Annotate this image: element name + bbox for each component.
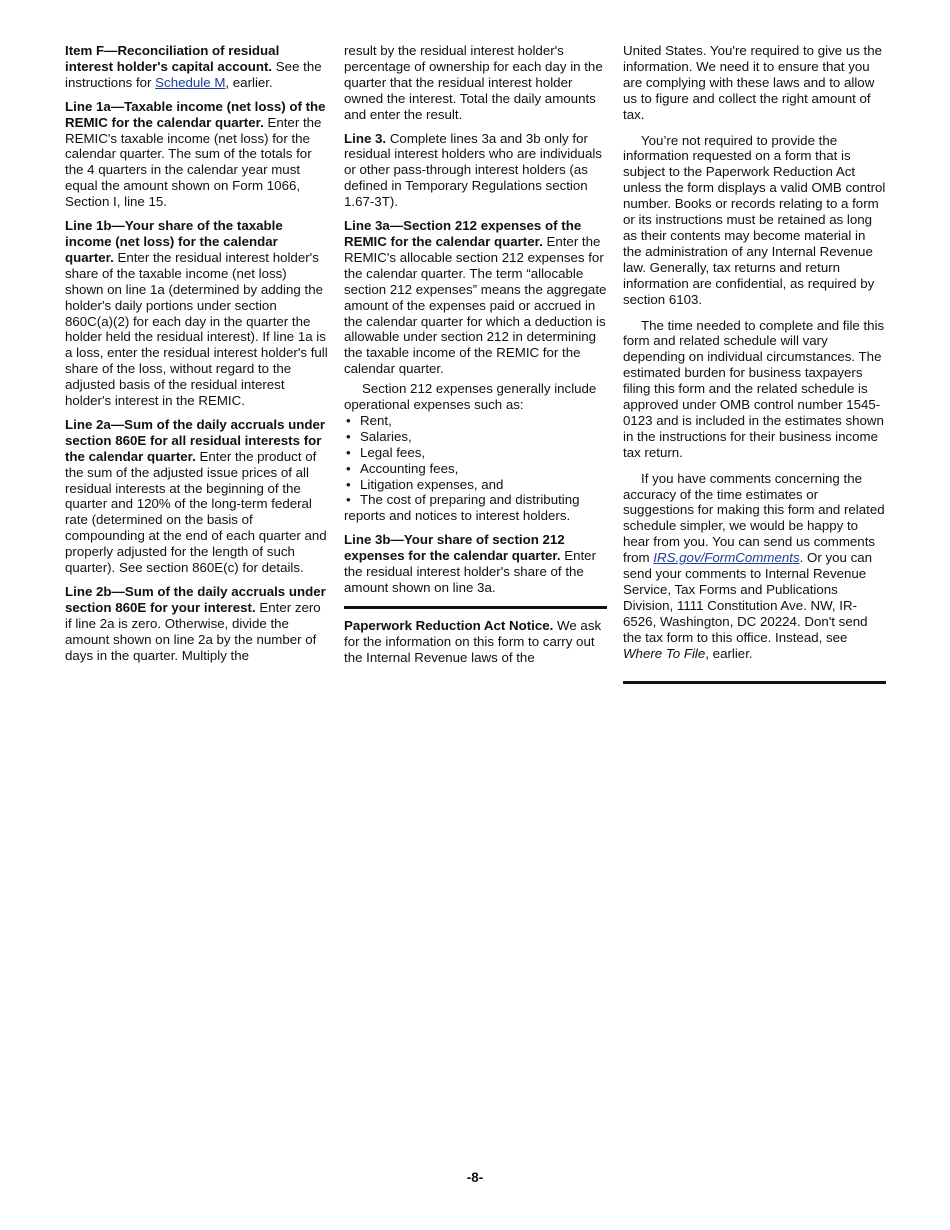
item-f-paragraph: Item F—Reconciliation of residual interest holder's capital account. See the instructions for Schedule M, earlier.: [65, 43, 322, 90]
line-3a-heading: Line 3a—Section 212 expenses of the REMIC for the calendar quarter.: [344, 218, 582, 249]
end-rule: [623, 681, 886, 684]
section-212-intro: Section 212 expenses generally include operational expenses such as:: [344, 381, 597, 413]
list-item: • Accounting fees,: [344, 461, 607, 477]
paperwork-notice-paragraph: Paperwork Reduction Act Notice. We ask for the information on this form to carry out the Internal Revenue laws of the: [344, 617, 602, 665]
column-1: [65, 43, 328, 672]
line-2b-continuation: result by the residual interest holder's percentage of ownership for each day in the quarter that the residual interest holder owned the interest. Total the daily amounts and enter the result.: [344, 43, 603, 122]
expense-list: [344, 413, 607, 524]
line-1b-paragraph: Line 1b—Your share of the taxable income (net loss) for the calendar quarter. Enter the residual interest holder's share of the taxable income (net loss) shown on line 1a (determined by adding the holder's daily portions under section 860C(a)(2) for each day in the quarter the holder held the residual interest). If line 1a is a loss, enter the residual interest holder's full share of the loss, without regard to the adjusted basis of the residual interest holder's interest in the REMIC.: [65, 218, 328, 409]
line-3b-paragraph: Line 3b—Your share of section 212 expenses for the calendar quarter. Enter the residual interest holder's share of the amount shown on line 3a.: [344, 532, 597, 595]
where-to-file-ref: Where To File: [623, 645, 706, 661]
line-1b-heading: Line 1b—Your share of the taxable income (net loss) for the calendar quarter.: [65, 218, 283, 265]
omb-paragraph: You’re not required to provide the information requested on a form that is subject to the Paperwork Reduction Act unless the form displays a valid OMB control number. Books or records relating to a form or its instructions must be retained as long as their contents may become material in the administration of any Internal Revenue law. Generally, tax returns and return information are confidential, as required by section 6103.: [623, 132, 886, 307]
line-3a-paragraph: Line 3a—Section 212 expenses of the REMIC for the calendar quarter. Enter the REMIC's allocable section 212 expenses for the calendar quarter. The term “allocable section 212 expenses” means the aggregate amount of the expenses paid or accrued in the calendar quarter for which a deduction is allowable under section 212 in determining the taxable income of the REMIC for the calendar quarter.: [344, 218, 607, 377]
section-divider: [344, 606, 607, 609]
item-f-heading: Item F—Reconciliation of residual interest holder's capital account.: [65, 43, 280, 74]
line-3b-heading: Line 3b—Your share of section 212 expenses for the calendar quarter.: [344, 532, 565, 564]
line-2b-paragraph: Line 2b—Sum of the daily accruals under section 860E for your interest. Enter zero if line 2a is zero. Otherwise, divide the amount shown on line 2a by the number of days in the quarter. Multiply the: [65, 584, 326, 663]
list-item: • Legal fees,: [344, 445, 607, 461]
line-3-paragraph: Line 3. Complete lines 3a and 3b only for residual interest holders who are individuals or other pass-through interest holders (as defined in Temporary Regulations section 1.67-3T).: [344, 130, 602, 210]
list-item: • Rent,: [344, 413, 607, 429]
line-2a-heading: Line 2a—Sum of the daily accruals under section 860E for all residual interests for the calendar quarter.: [65, 416, 326, 464]
burden-paragraph: The time needed to complete and file this form and related schedule will vary depending on individual circumstances. The estimated burden for business taxpayers filing this form and the related schedule is approved under OMB control number 1545-0123 and is included in the estimates shown in the instructions for their business income tax return.: [623, 317, 885, 460]
comments-paragraph: If you have comments concerning the accuracy of the time estimates or suggestions for making this form and related schedule simpler, we would be happy to hear from you. You can send us comments from IRS.gov/FormComments. Or you can send your comments to Internal Revenue Service, Tax Forms and Publications Division, 1111 Constitution Ave. NW, IR-6526, Washington, DC 20224. Don't send the tax form to this office. Instead, see Where To File, earlier.: [623, 470, 885, 661]
column-3: [623, 43, 886, 684]
line-3-heading: Line 3.: [344, 130, 387, 146]
paperwork-continuation: United States. You're required to give us the information. We need it to ensure that you are complying with these laws and to allow us to figure and collect the right amount of tax.: [623, 43, 883, 122]
paperwork-notice-heading: Paperwork Reduction Act Notice.: [344, 617, 554, 633]
line-2a-paragraph: Line 2a—Sum of the daily accruals under section 860E for all residual interests for the calendar quarter. Enter the product of the sum of the adjusted issue prices of all residual interests at the beginning of the quarter and 120% of the long-term federal rate (determined on the basis of compounding at the end of each quarter and properly adjusted for the length of such quarter). See section 860E(c) for details.: [65, 416, 327, 576]
list-item: • The cost of preparing and distributing: [344, 492, 607, 508]
column-2: [344, 43, 607, 674]
form-comments-link[interactable]: IRS.gov/FormComments: [653, 550, 800, 566]
list-item: • Litigation expenses, and: [344, 477, 607, 493]
list-item-continuation: reports and notices to interest holders.: [344, 508, 571, 524]
line-2b-heading: Line 2b—Sum of the daily accruals under section 860E for your interest.: [65, 584, 326, 615]
list-item: • Salaries,: [344, 429, 607, 445]
line-1a-heading: Line 1a—Taxable income (net loss) of the REMIC for the calendar quarter.: [65, 98, 326, 130]
page-number: -8-: [466, 1170, 484, 1185]
line-1a-paragraph: Line 1a—Taxable income (net loss) of the REMIC for the calendar quarter. Enter the REMIC's taxable income (net loss) for the calendar quarter. The sum of the totals for the 4 quarters in the calendar year must equal the amount shown on Form 1066, Section I, line 15.: [65, 98, 326, 210]
schedule-m-link[interactable]: Schedule M: [155, 74, 226, 90]
